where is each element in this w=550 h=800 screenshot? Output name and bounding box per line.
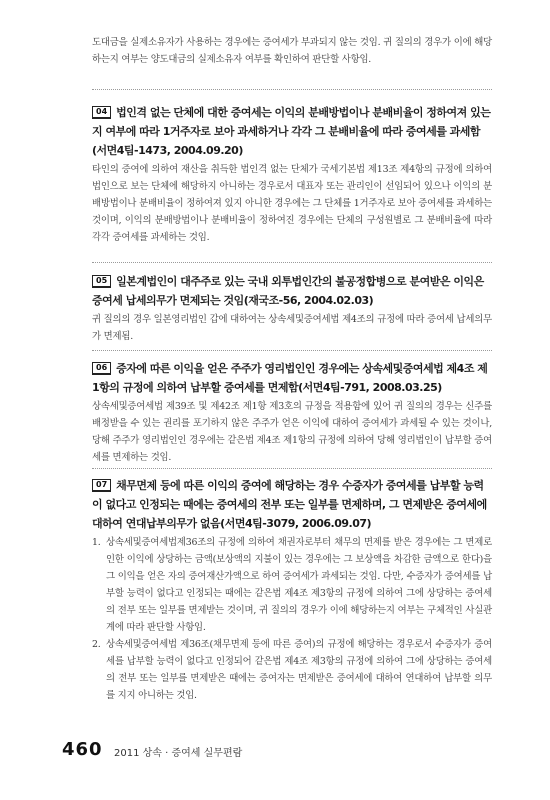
section-divider <box>92 350 492 351</box>
section-heading-text: 법인격 없는 단체에 대한 증여세는 이익의 분배방법이나 분배비율이 정하여져 있는지 여부에 따라 1거주자로 보아 과세하거나 각각 그 분배비율에 따라 증여세를 과세함(서면4팀-1473, 2004.09.20) <box>92 106 491 157</box>
ruling-section-06 <box>92 359 492 466</box>
section-heading <box>92 476 492 533</box>
section-body: 귀 질의의 경우 일본영리법인 갑에 대하여는 상속세및증여세법 제4조의 규정에 따라 증여세 납세의무가 면제됨. <box>92 314 492 342</box>
list-item-number: 2. <box>92 639 101 650</box>
page-number: 460 <box>62 739 103 760</box>
section-number-badge: 05 <box>92 275 111 288</box>
section-heading <box>92 272 492 310</box>
page-footer <box>62 739 482 763</box>
section-heading-text: 채무면제 등에 따른 이익의 증여에 해당하는 경우 수증자가 증여세를 납부할 능력이 없다고 인정되는 때에는 증여세의 전부 또는 일부를 면제하며, 그 면제받은 증여세에 대하여 연대납부의무가 없음(서면4팀-3079, 2006.09.07) <box>92 479 487 530</box>
section-divider <box>92 468 492 469</box>
ruling-section-07 <box>92 476 492 704</box>
list-item-number: 1. <box>92 537 101 548</box>
list-item <box>92 636 492 704</box>
intro-paragraph: 도대금을 실제소유자가 사용하는 경우에는 증여세가 부과되지 않는 것임. 귀 질의의 경우가 이에 해당하는지 여부는 양도대금의 실제소유자 여부를 확인하여 판단할 사항임. <box>92 37 492 65</box>
section-body: 상속세및증여세법 제39조 및 제42조 제1항 제3호의 규정을 적용함에 있어 귀 질의의 경우는 신주를 배정받을 수 있는 권리를 포기하지 않은 주주가 얻은 이익에 대하여 증여세가 과세될 수 있는 것이나, 당해 주주가 영리법인인 경우에는 같은법 제4조 제1항의 규정에 의하여 당해 영리법인이 납부할 증여세를 면제하는 것임. <box>92 401 492 463</box>
section-number-badge: 06 <box>92 362 111 375</box>
section-heading-text: 증자에 따른 이익을 얻은 주주가 영리법인인 경우에는 상속세및증여세법 제4조 제1항의 규정에 의하여 납부할 증여세를 면제함(서면4팀-791, 2008.03.25) <box>92 362 488 394</box>
list-item-text: 상속세및증여세법제36조의 규정에 의하여 채권자로부터 채무의 면제를 받은 경우에는 그 면제로 인한 이익에 상당하는 금액(보상액의 지불이 있는 경우에는 그 보상액을 차감한 금액으로 한다)을 그 이익을 얻은 자의 증여재산가액으로 하여 증여세가 과세되는 것임. 다만, 수증자가 증여세를 납부할 능력이 없다고 인정되는 때에는 같은법 제4조 제3항의 규정에 의하여 그에 상당하는 증여세의 전부 또는 일부를 면제받는 것이며, 귀 질의의 경우가 이에 해당하는지 여부는 구체적인 사실관계에 따라 판단할 사항임. <box>106 537 492 633</box>
ruling-section-04 <box>92 103 492 246</box>
book-title: 2011 상속 · 증여세 실무편람 <box>114 748 243 759</box>
section-heading <box>92 103 492 160</box>
section-body: 타인의 증여에 의하여 재산을 취득한 법인격 없는 단체가 국세기본법 제13조 제4항의 규정에 의하여 법인으로 보는 단체에 해당하지 아니하는 경우로서 대표자 또는 관리인이 선임되어 있으나 이익의 분배방법이나 분배비율이 정하여져 있지 아니한 경우에는 그 단체를 1거주자로 보아 증여세를 과세하는 것이며, 이익의 분배방법이나 분배비율이 정하여진 경우에는 단체의 구성원별로 그 분배비율에 따라 각각 증여세를 과세하는 것임. <box>92 164 492 243</box>
section-item-list <box>92 534 492 704</box>
list-item <box>92 534 492 636</box>
section-heading <box>92 359 492 397</box>
ruling-section-05 <box>92 272 492 345</box>
section-divider <box>92 262 492 263</box>
list-item-text: 상속세및증여세법 제36조(채무면제 등에 따른 증여)의 규정에 해당하는 경우로서 수증자가 증여세를 납부할 능력이 없다고 인정되어 같은법 제4조 제3항의 규정에 의하여 그에 상당하는 증여세의 전부 또는 일부를 면제받은 때에는 증여자는 면제받은 증여세에 대하여 연대하여 납부할 의무를 지지 아니하는 것임. <box>106 639 492 701</box>
section-number-badge: 07 <box>92 479 111 492</box>
section-number-badge: 04 <box>92 106 111 119</box>
section-divider <box>92 89 492 90</box>
section-heading-text: 일본계법인이 대주주로 있는 국내 외투법인간의 불공정합병으로 분여받은 이익은 증여세 납세의무가 면제되는 것임(재국조-56, 2004.02.03) <box>92 275 484 307</box>
